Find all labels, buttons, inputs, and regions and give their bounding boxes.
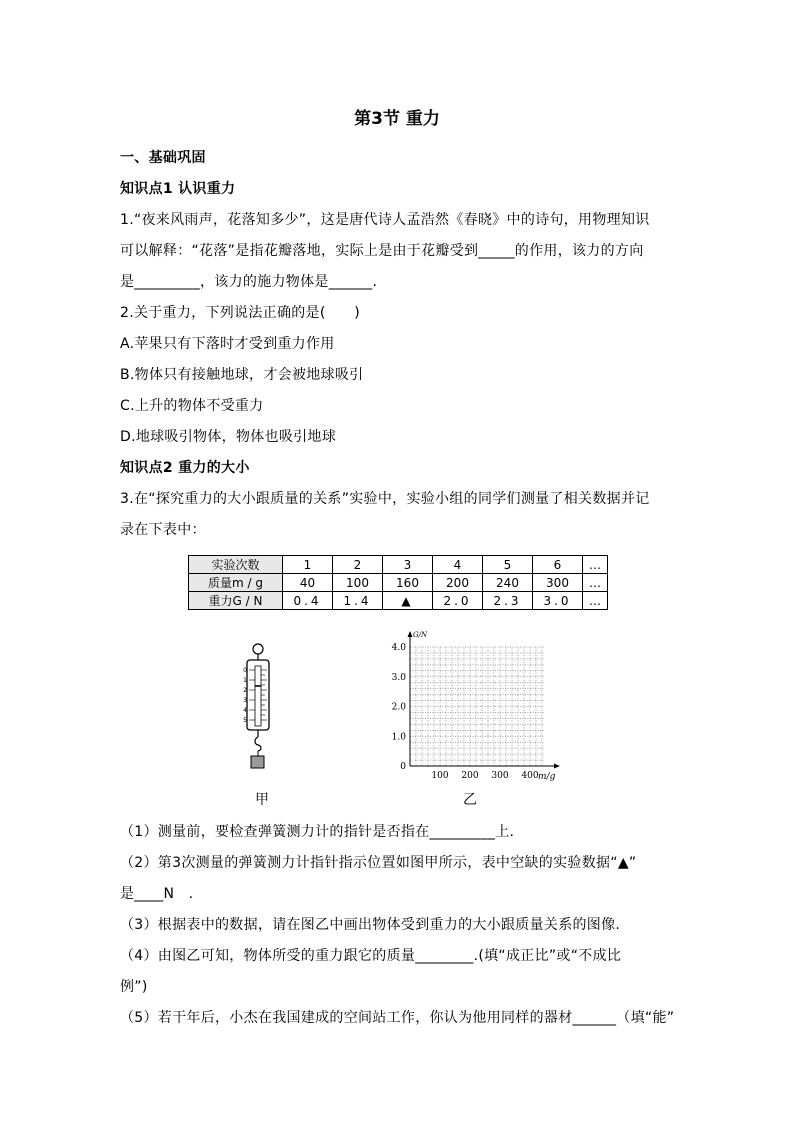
table-cell: 5 bbox=[483, 556, 533, 574]
table-cell: 160 bbox=[383, 574, 433, 592]
question-3-line-1: 3.在“探究重力的大小跟质量的关系”实验中，实验小组的同学们测量了相关数据并记 bbox=[120, 491, 650, 507]
table-row bbox=[189, 556, 608, 574]
x-tick-label: 100 bbox=[431, 771, 449, 781]
scale-label: 4 bbox=[243, 707, 247, 714]
data-table bbox=[188, 555, 608, 610]
y-tick-label: 2.0 bbox=[391, 702, 406, 713]
question-3-sub-1: （1）测量前，要检查弹簧测力计的指针是否指在_________上. bbox=[120, 824, 515, 840]
x-axis-arrow bbox=[554, 764, 560, 769]
table-cell: 2.3 bbox=[483, 592, 533, 610]
table-cell: 3 bbox=[383, 556, 433, 574]
question-2-option-a: A.苹果只有下落时才受到重力作用 bbox=[120, 336, 335, 352]
weight-block bbox=[251, 756, 264, 768]
question-3-line-2: 录在下表中： bbox=[120, 522, 206, 538]
question-3-sub-5: （5）若干年后，小杰在我国建成的空间站工作，你认为他用同样的器材______（填“能” bbox=[120, 1010, 675, 1026]
table-cell: 40 bbox=[283, 574, 333, 592]
table-cell: 2 bbox=[333, 556, 383, 574]
x-tick-label: 300 bbox=[491, 771, 509, 781]
table-cell: 1 bbox=[283, 556, 333, 574]
scale-label: 1 bbox=[243, 677, 247, 684]
knowledge-point-2-heading: 知识点2 重力的大小 bbox=[120, 460, 250, 476]
table-cell: 2.0 bbox=[433, 592, 483, 610]
table-cell: 200 bbox=[433, 574, 483, 592]
y-tick-label: 4.0 bbox=[391, 643, 406, 653]
section-heading: 一、基础巩固 bbox=[120, 150, 206, 166]
y-tick-label: 0 bbox=[400, 762, 406, 772]
question-3-sub-2-line-1: （2）第3次测量的弹簧测力计指针指示位置如图甲所示，表中空缺的实验数据“▲” bbox=[120, 855, 637, 871]
question-3-sub-4-line-2: 例”) bbox=[120, 979, 148, 995]
top-ring bbox=[253, 644, 263, 654]
table-row bbox=[189, 592, 608, 610]
table-cell: … bbox=[583, 574, 608, 592]
x-axis-label: m/g bbox=[538, 772, 556, 782]
table-cell: 240 bbox=[483, 574, 533, 592]
scale-label: 2 bbox=[243, 687, 247, 694]
question-1-line-3: 是_________，该力的施力物体是______. bbox=[120, 274, 378, 290]
table-cell: 6 bbox=[533, 556, 583, 574]
question-1-line-2: 可以解释：“花落”是指花瓣落地，实际上是由于花瓣受到_____的作用，该力的方向 bbox=[120, 243, 644, 259]
scale-body bbox=[247, 660, 269, 730]
x-tick-label: 200 bbox=[461, 771, 479, 781]
table-cell: 3.0 bbox=[533, 592, 583, 610]
question-3-sub-2-line-2: 是____N . bbox=[120, 886, 194, 902]
question-2-option-b: B.物体只有接触地球，才会被地球吸引 bbox=[120, 367, 364, 383]
table-header-weight: 重力G / N bbox=[189, 592, 283, 610]
scale-label: 0 bbox=[243, 667, 247, 674]
question-2-option-c: C.上升的物体不受重力 bbox=[120, 398, 264, 414]
spring-scale-figure bbox=[236, 640, 286, 775]
knowledge-point-1-heading: 知识点1 认识重力 bbox=[120, 181, 236, 197]
table-cell: 300 bbox=[533, 574, 583, 592]
y-tick-label: 1.0 bbox=[391, 732, 406, 743]
chart-grid bbox=[410, 647, 545, 766]
hook bbox=[255, 737, 261, 751]
table-cell: 100 bbox=[333, 574, 383, 592]
table-cell: … bbox=[583, 556, 608, 574]
question-3-sub-3: （3）根据表中的数据，请在图乙中画出物体受到重力的大小跟质量关系的图像. bbox=[120, 917, 621, 933]
figure-jia-caption: 甲 bbox=[255, 792, 269, 808]
scale-label: 3 bbox=[243, 697, 247, 704]
question-2-option-d: D.地球吸引物体，物体也吸引地球 bbox=[120, 429, 337, 445]
x-tick-label: 400 bbox=[521, 771, 539, 781]
y-tick-label: 3.0 bbox=[391, 672, 406, 683]
graph-yi bbox=[380, 625, 570, 785]
table-cell: … bbox=[583, 592, 608, 610]
table-cell: 4 bbox=[433, 556, 483, 574]
table-row bbox=[189, 574, 608, 592]
table-cell: ▲ bbox=[383, 592, 433, 610]
table-cell: 0.4 bbox=[283, 592, 333, 610]
question-2-stem: 2.关于重力，下列说法正确的是( ) bbox=[120, 305, 360, 321]
figure-yi-caption: 乙 bbox=[463, 792, 477, 808]
y-axis-arrow bbox=[408, 631, 413, 637]
table-header-trial: 实验次数 bbox=[189, 556, 283, 574]
y-axis-label: G/N bbox=[413, 631, 428, 639]
page-title: 第3节 重力 bbox=[354, 109, 440, 129]
question-1-line-1: 1.“夜来风雨声，花落知多少”，这是唐代诗人孟浩然《春晓》中的诗句，用物理知识 bbox=[120, 212, 650, 228]
table-header-mass: 质量m / g bbox=[189, 574, 283, 592]
question-3-sub-4-line-1: （4）由图乙可知，物体所受的重力跟它的质量________.(填“成正比”或“不成比 bbox=[120, 948, 622, 964]
scale-label: 5 bbox=[243, 717, 247, 724]
table-cell: 1.4 bbox=[333, 592, 383, 610]
